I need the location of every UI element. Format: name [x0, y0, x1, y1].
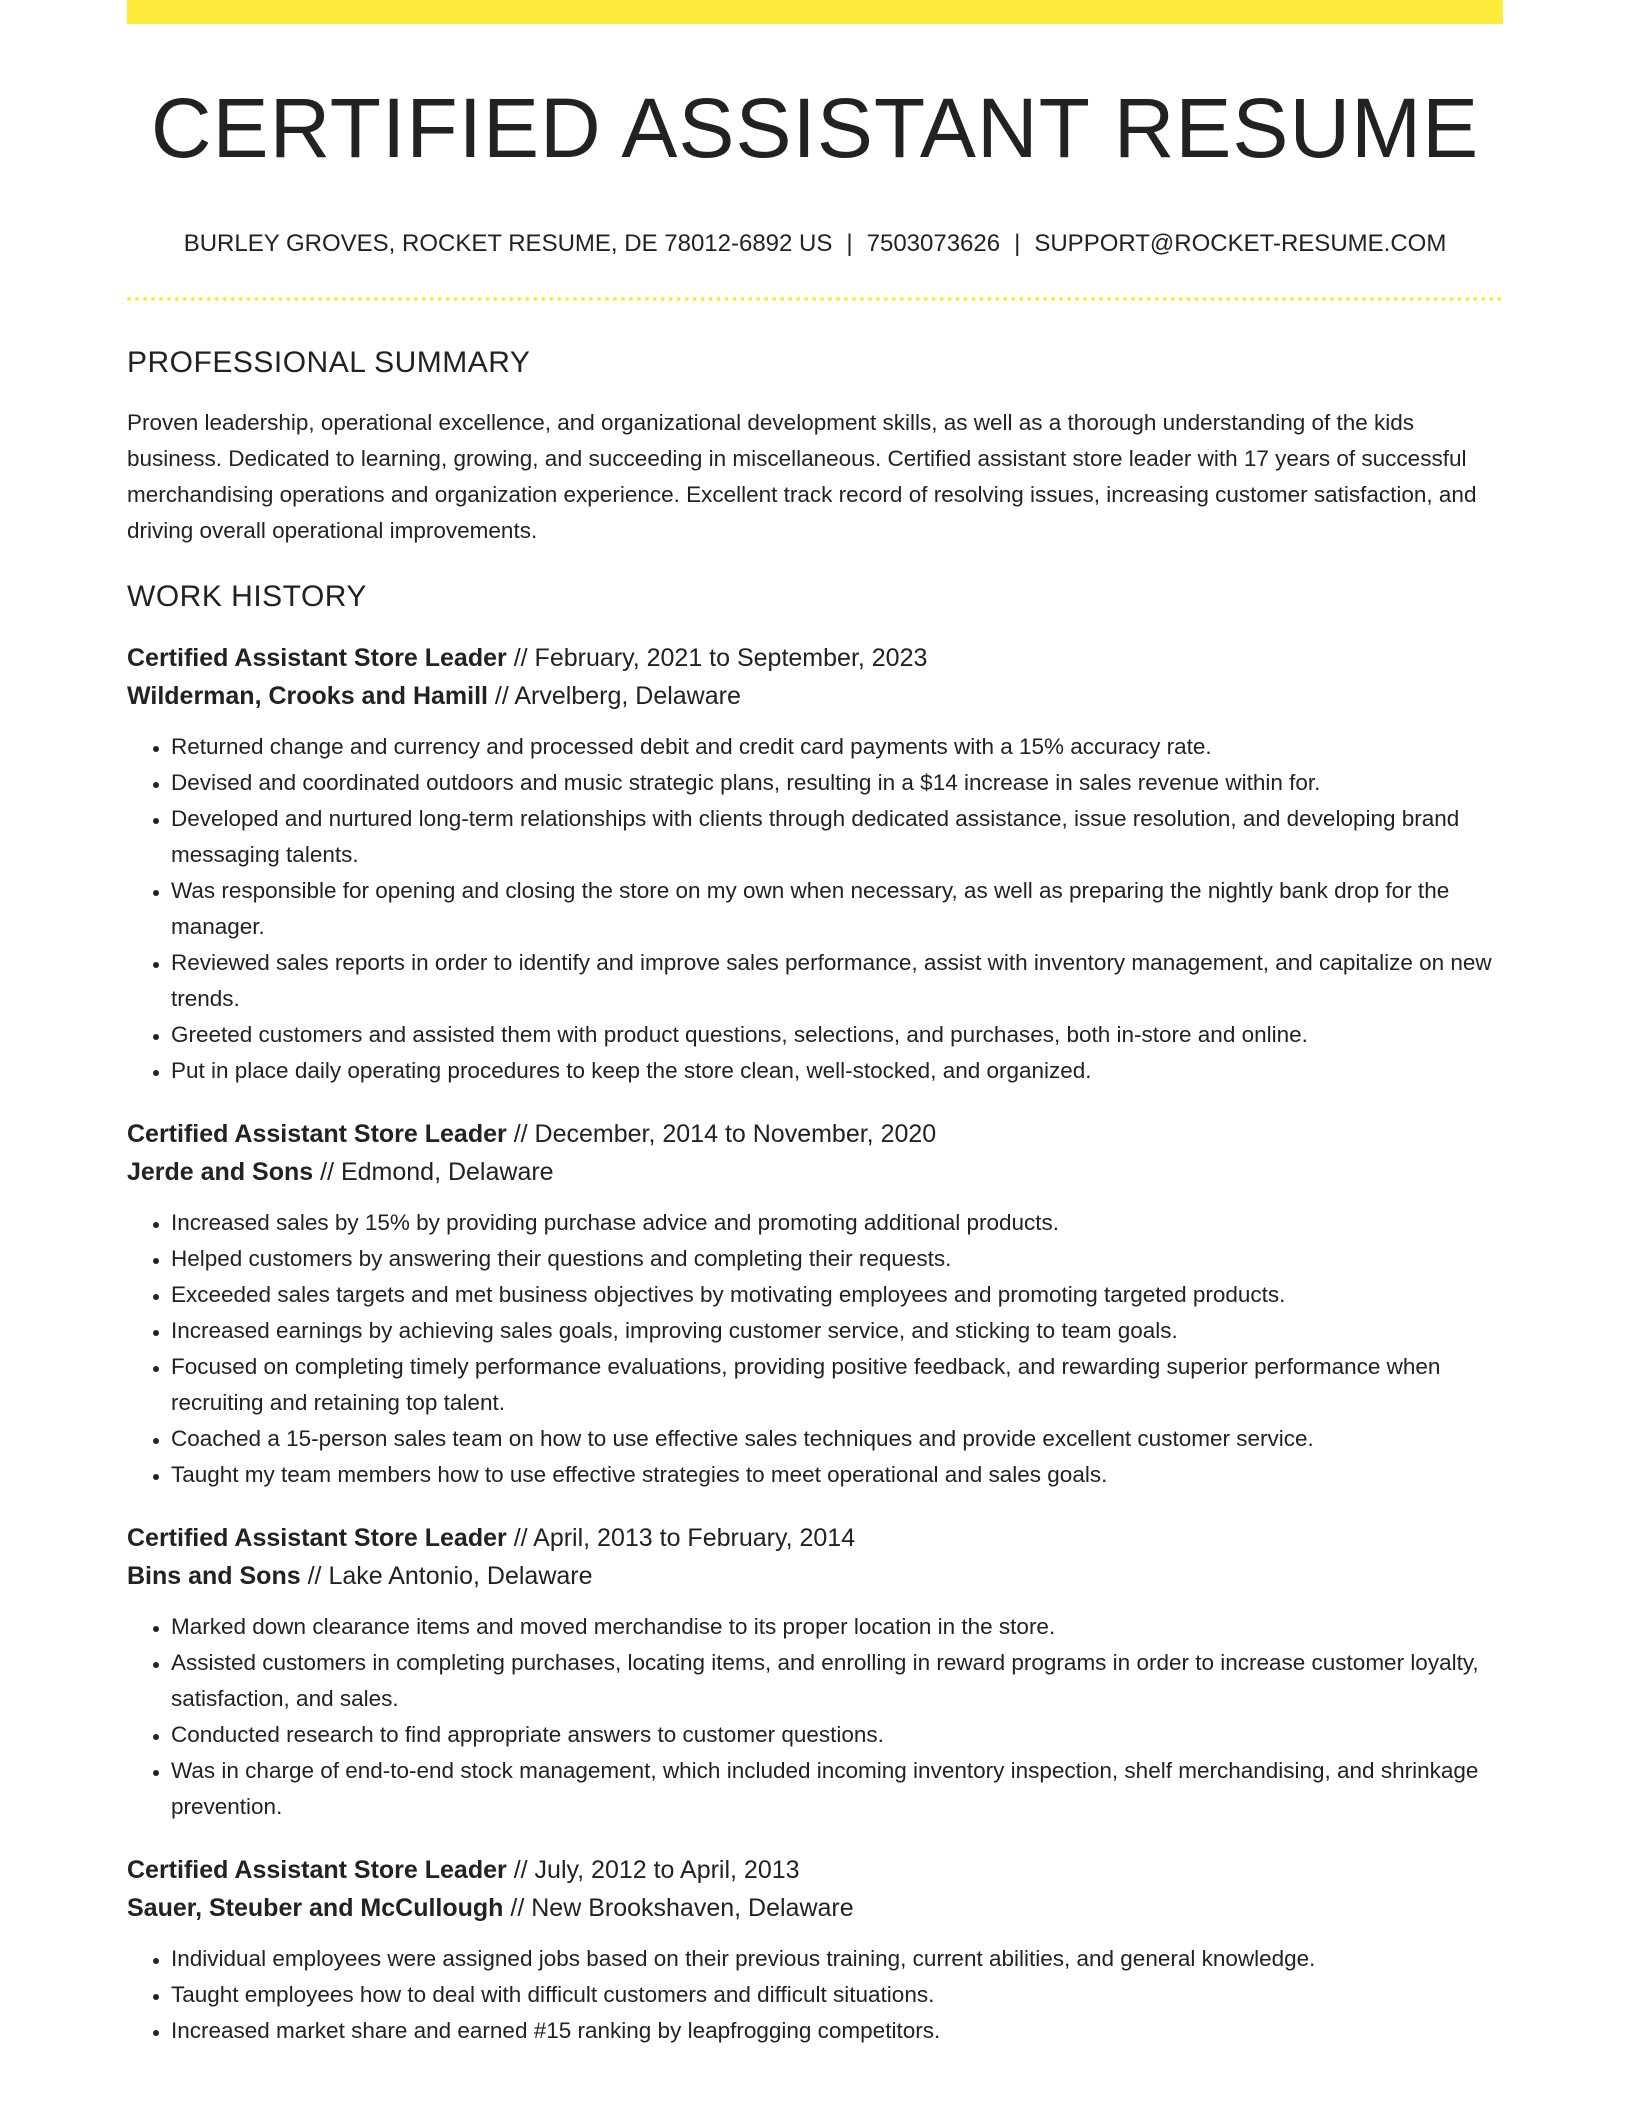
- contact-address: BURLEY GROVES, ROCKET RESUME, DE 78012-6892 US: [183, 230, 833, 258]
- job-location: Arvelberg, Delaware: [514, 681, 741, 710]
- contact-email: SUPPORT@ROCKET-RESUME.COM: [1034, 230, 1447, 258]
- contact-separator: |: [846, 230, 853, 258]
- summary-heading: PROFESSIONAL SUMMARY: [127, 345, 531, 379]
- job-bullet: • Devised and coordinated outdoors and music strategic plans, resulting in a $14 increase in sales revenue within for.: [171, 765, 1503, 801]
- job-bullets: [127, 1941, 1503, 2049]
- job-bullet: • Was responsible for opening and closing the store on my own when necessary, as well as preparing the nightly bank drop for the manager.: [171, 873, 1503, 945]
- job-bullet: • Was in charge of end-to-end stock management, which included incoming inventory inspection, shelf merchandising, and shrinkage prevention.: [171, 1753, 1503, 1825]
- job-location: Edmond, Delaware: [340, 1157, 554, 1186]
- job-bullet: • Exceeded sales targets and met business objectives by motivating employees and promoting targeted products.: [171, 1277, 1503, 1313]
- job-bullet: • Marked down clearance items and moved merchandise to its proper location in the store.: [171, 1609, 1503, 1645]
- job-separator: //: [506, 643, 535, 672]
- job-company: Wilderman, Crooks and Hamill: [127, 681, 488, 710]
- job-title: Certified Assistant Store Leader: [127, 1119, 507, 1148]
- contact-separator: |: [1014, 230, 1021, 258]
- job-separator: //: [300, 1561, 329, 1590]
- job-entry: [127, 1851, 1503, 2049]
- job-title-line: [127, 1519, 1503, 1557]
- job-company-line: [127, 677, 1503, 715]
- job-bullets: [127, 1609, 1503, 1825]
- job-bullet: • Put in place daily operating procedures to keep the store clean, well-stocked, and organized.: [171, 1053, 1503, 1089]
- job-dates: April, 2013 to February, 2014: [533, 1523, 856, 1552]
- job-separator: //: [313, 1157, 341, 1186]
- job-bullet: • Increased earnings by achieving sales goals, improving customer service, and sticking to team goals.: [171, 1313, 1503, 1349]
- job-separator: //: [503, 1893, 532, 1922]
- job-title-line: [127, 639, 1503, 677]
- job-title: Certified Assistant Store Leader: [127, 1523, 507, 1552]
- job-dates: July, 2012 to April, 2013: [534, 1855, 800, 1884]
- job-company: Sauer, Steuber and McCullough: [127, 1893, 504, 1922]
- work-history-heading: WORK HISTORY: [127, 579, 367, 613]
- job-bullets: [127, 729, 1503, 1089]
- job-bullet: • Increased market share and earned #15 ranking by leapfrogging competitors.: [171, 2013, 1503, 2049]
- job-entry: [127, 639, 1503, 1089]
- contact-phone: 7503073626: [866, 230, 1001, 258]
- job-title: Certified Assistant Store Leader: [127, 1855, 507, 1884]
- job-bullet: • Returned change and currency and processed debit and credit card payments with a 15% accuracy rate.: [171, 729, 1503, 765]
- job-company: Bins and Sons: [127, 1561, 301, 1590]
- job-location: New Brookshaven, Delaware: [531, 1893, 854, 1922]
- job-bullet: • Individual employees were assigned jobs based on their previous training, current abilities, and general knowledge.: [171, 1941, 1503, 1977]
- job-company-line: [127, 1889, 1503, 1927]
- contact-line: [127, 230, 1503, 259]
- dotted-divider: [127, 297, 1503, 301]
- work-history-list: [127, 639, 1503, 2049]
- job-title-line: [127, 1115, 1503, 1153]
- job-separator: //: [506, 1119, 535, 1148]
- job-bullet: • Taught my team members how to use effective strategies to meet operational and sales goals.: [171, 1457, 1503, 1493]
- job-dates: December, 2014 to November, 2020: [534, 1119, 937, 1148]
- job-dates: February, 2021 to September, 2023: [534, 643, 928, 672]
- job-bullet: • Helped customers by answering their questions and completing their requests.: [171, 1241, 1503, 1277]
- job-bullet: • Reviewed sales reports in order to identify and improve sales performance, assist with inventory management, and capitalize on new trends.: [171, 945, 1503, 1017]
- job-company-line: [127, 1557, 1503, 1595]
- job-bullet: • Increased sales by 15% by providing purchase advice and promoting additional products.: [171, 1205, 1503, 1241]
- job-company-line: [127, 1153, 1503, 1191]
- job-separator: //: [506, 1523, 534, 1552]
- resume-page: [127, 0, 1503, 2049]
- job-company: Jerde and Sons: [127, 1157, 314, 1186]
- job-bullets: [127, 1205, 1503, 1493]
- resume-title: CERTIFIED ASSISTANT RESUME: [150, 81, 1480, 175]
- job-bullet: • Assisted customers in completing purchases, locating items, and enrolling in reward programs in order to increase customer loyalty, satisfaction, and sales.: [171, 1645, 1503, 1717]
- job-separator: //: [506, 1855, 535, 1884]
- job-entry: [127, 1115, 1503, 1493]
- job-title: Certified Assistant Store Leader: [127, 643, 507, 672]
- job-bullet: • Coached a 15-person sales team on how to use effective sales techniques and provide excellent customer service.: [171, 1421, 1503, 1457]
- job-bullet: • Greeted customers and assisted them with product questions, selections, and purchases, both in-store and online.: [171, 1017, 1503, 1053]
- job-bullet: • Focused on completing timely performance evaluations, providing positive feedback, and rewarding superior performance when recruiting and retaining top talent.: [171, 1349, 1503, 1421]
- job-location: Lake Antonio, Delaware: [328, 1561, 593, 1590]
- job-separator: //: [487, 681, 515, 710]
- job-bullet: • Conducted research to find appropriate answers to customer questions.: [171, 1717, 1503, 1753]
- top-accent-bar: [127, 0, 1503, 24]
- summary-text: Proven leadership, operational excellence, and organizational development skills, as well as a thorough understanding of the kids business. Dedicated to learning, growing, and succeeding in miscellaneous. Certified assistant store leader with 17 years of successful merchandising operations and organization experience. Excellent track record of resolving issues, increasing customer satisfaction, and driving overall operational improvements.: [127, 409, 1477, 543]
- job-title-line: [127, 1851, 1503, 1889]
- job-bullet: • Taught employees how to deal with difficult customers and difficult situations.: [171, 1977, 1503, 2013]
- job-entry: [127, 1519, 1503, 1825]
- job-bullet: • Developed and nurtured long-term relationships with clients through dedicated assistance, issue resolution, and developing brand messaging talents.: [171, 801, 1503, 873]
